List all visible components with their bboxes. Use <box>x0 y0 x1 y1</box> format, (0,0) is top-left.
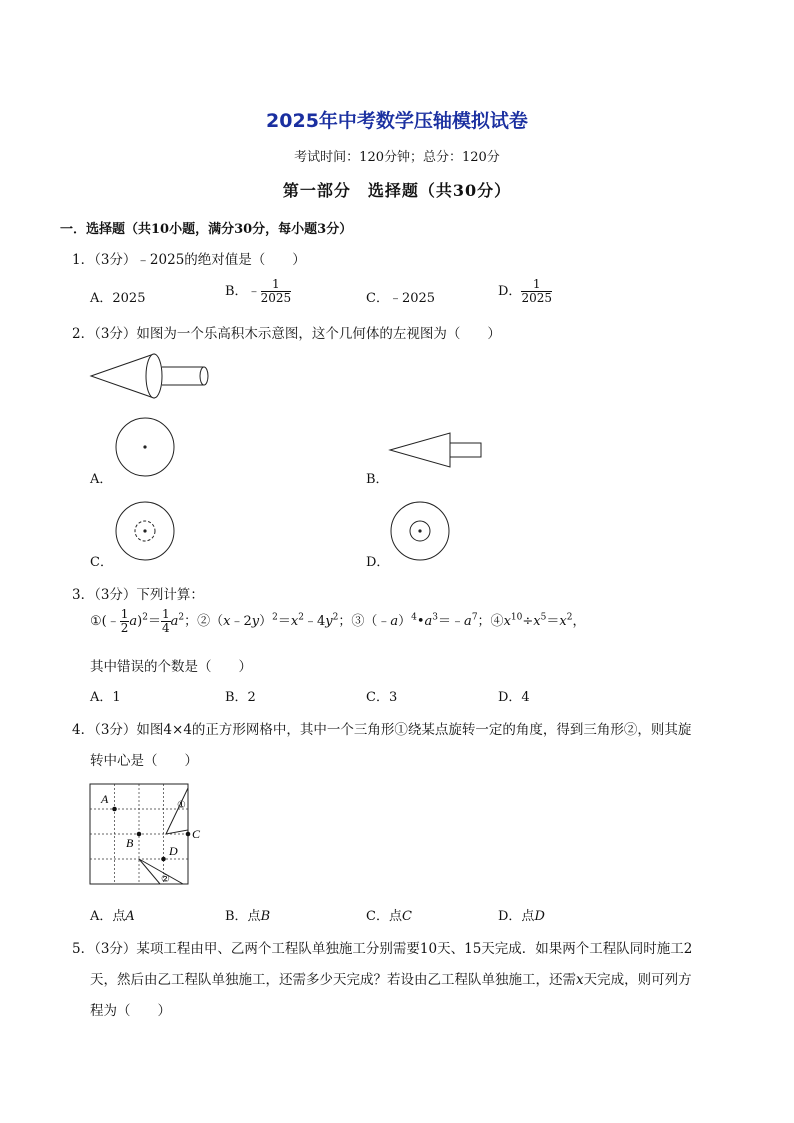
q3-frac-half: $\frac{1}{2}$ <box>120 607 129 635</box>
q3-question: 其中错误的个数是（ ） <box>90 659 252 675</box>
q4-label-a: A <box>101 792 109 806</box>
q4-stem-line1: 4．（3分）如图4×4的正方形网格中，其中一个三角形①绕某点旋转一定的角度，得到三角形②，则其旋 <box>72 722 692 738</box>
q2-lego-figure <box>88 350 213 402</box>
q3-frac-quarter: $\frac{1}{4}$ <box>161 607 170 635</box>
q2-option-c: C． <box>90 555 113 570</box>
q2-option-d-figure <box>389 500 451 562</box>
q4-grid-figure <box>86 780 206 888</box>
q4-option-a: A．点A <box>90 909 135 924</box>
q5-line2: 天，然后由乙工程队单独施工，还需多少天完成？若设由乙工程队单独施工，还需x天完成，则可列方 <box>90 972 692 988</box>
q1-d-numerator: 1 <box>521 278 552 292</box>
exam-subtitle: 考试时间：120分钟；总分：120分 <box>294 150 500 165</box>
q4-label-d: D <box>169 844 178 858</box>
section-heading: 一．选择题（共10小题，满分30分，每小题3分） <box>60 222 353 237</box>
q4-stem-line2: 转中心是（ ） <box>90 753 198 769</box>
q1-d-denominator: 2025 <box>521 291 552 305</box>
q1-option-d <box>498 278 552 305</box>
q4-option-c: C．点C <box>366 909 412 924</box>
part-heading: 第一部分 选择题（共30分） <box>282 181 512 200</box>
q1-stem: 1．（3分）﹣2025的绝对值是（ ） <box>72 252 306 268</box>
q2-stem: 2．（3分）如图为一个乐高积木示意图，这个几何体的左视图为（ ） <box>72 326 501 342</box>
q1-option-d-fraction <box>521 278 552 305</box>
q2-option-d: D． <box>366 555 390 570</box>
q5-line1: 5．（3分）某项工程由甲、乙两个工程队单独施工分别需要10天、15天完成．如果两个工程队同时施工2 <box>72 941 693 957</box>
q3-option-b: B．2 <box>225 690 256 705</box>
q4-label-c: C <box>192 827 201 841</box>
q2-option-b-figure <box>388 430 484 470</box>
q1-b-denominator: 2025 <box>260 291 292 305</box>
q3-option-d: D．4 <box>498 690 530 705</box>
q1-option-d-prefix: D． <box>498 284 522 299</box>
q1-b-numerator: 1 <box>261 278 292 292</box>
q2-option-c-figure <box>114 500 176 562</box>
q5-line3: 程为（ ） <box>90 1003 171 1019</box>
q3-option-c: C．3 <box>366 690 398 705</box>
q1-option-b-fraction <box>261 278 292 305</box>
q3-stem: 3．（3分）下列计算： <box>72 587 204 603</box>
q1-option-c: C．﹣2025 <box>366 291 436 306</box>
q4-option-d: D．点D <box>498 909 545 924</box>
q1-option-a: A．2025 <box>90 291 146 306</box>
q3-expressions: ①(﹣ $\frac{1}{2}$ a)$^2$＝ $\frac{1}{4}$ $a^2$；$②(x﹣2y)^2=x^2﹣4y^2$；$③(﹣a)^4•a^3=﹣a^7$；$④x^{10}\div x^5=x^2$， <box>90 607 586 635</box>
q4-triangle-1-label: ① <box>177 800 186 811</box>
exam-title: 2025年中考数学压轴模拟试卷 <box>266 110 528 132</box>
q4-label-b: B <box>126 836 134 850</box>
q2-option-a: A． <box>90 472 113 487</box>
q4-option-b: B．点B <box>225 909 271 924</box>
q3-option-a: A．1 <box>90 690 121 705</box>
q1-option-b-prefix: B．﹣ <box>225 284 261 299</box>
q1-option-b <box>225 278 291 305</box>
q2-option-b: B． <box>366 472 389 487</box>
q4-triangle-2-label: ② <box>161 874 170 885</box>
q2-option-a-figure <box>114 416 176 478</box>
